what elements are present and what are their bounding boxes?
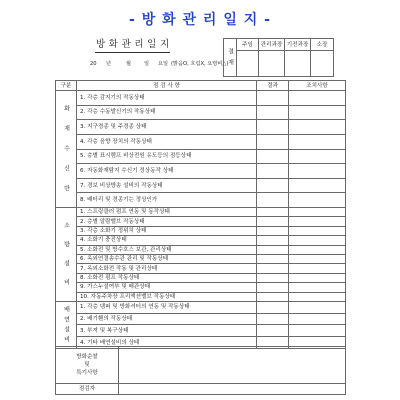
checklist-row bbox=[56, 208, 346, 217]
result-field[interactable] bbox=[257, 325, 289, 337]
check-item: 5. 소화전 및 방수호스 보관, 관리상태 bbox=[77, 245, 257, 254]
checklist-row bbox=[56, 254, 346, 263]
result-field[interactable] bbox=[257, 313, 289, 325]
result-field[interactable] bbox=[257, 193, 289, 208]
result-field[interactable] bbox=[257, 91, 289, 106]
check-item: 2. 배기휀의 작동상태 bbox=[77, 313, 257, 325]
category-cell bbox=[56, 91, 77, 208]
date-month-unit: 월 bbox=[126, 61, 132, 67]
approval-role-director: 소장 bbox=[311, 39, 334, 51]
check-item: 3. 지구경종 및 주경종 상태 bbox=[77, 120, 257, 135]
notes-label-line: 특기사항 bbox=[76, 370, 98, 376]
signature-box-admin-manager[interactable] bbox=[259, 51, 285, 77]
signature-box-supervisor[interactable] bbox=[237, 51, 259, 77]
result-field[interactable] bbox=[257, 245, 289, 254]
category-cell bbox=[56, 301, 77, 348]
checklist-row bbox=[56, 264, 346, 273]
action-field[interactable] bbox=[289, 236, 346, 245]
check-item: 6. 자동화재탐지 수신기 정상동작 상태 bbox=[77, 164, 257, 179]
result-field[interactable] bbox=[257, 226, 289, 235]
checklist-row bbox=[56, 325, 346, 337]
checklist-row bbox=[56, 292, 346, 301]
header-item: 점 검 사 항 bbox=[77, 81, 257, 91]
date-year-prefix: 20 bbox=[90, 61, 97, 67]
checklist-row bbox=[56, 273, 346, 282]
result-field[interactable] bbox=[257, 208, 289, 217]
check-item: 9. 가스누설여부 및 배관상태 bbox=[77, 283, 257, 292]
approval-header-row bbox=[224, 39, 334, 51]
result-field[interactable] bbox=[257, 292, 289, 301]
check-item: 4. 기타 배연설비의 상태 bbox=[77, 337, 257, 349]
checklist-row bbox=[56, 313, 346, 325]
weather-legend: (맑음O, 흐림X, 요령비△) bbox=[171, 61, 229, 67]
checklist-row bbox=[56, 134, 346, 149]
action-field[interactable] bbox=[289, 91, 346, 106]
checklist-row bbox=[56, 226, 346, 235]
check-item: 4. 소화기 충진상태 bbox=[77, 236, 257, 245]
check-item: 7. 옥외소화전 작동 및 관리상태 bbox=[77, 264, 257, 273]
action-field[interactable] bbox=[289, 164, 346, 179]
action-field[interactable] bbox=[289, 217, 346, 226]
checklist-row bbox=[56, 91, 346, 106]
approval-box bbox=[223, 38, 334, 77]
action-field[interactable] bbox=[289, 313, 346, 325]
action-field[interactable] bbox=[289, 292, 346, 301]
category-label: 화재수신반 bbox=[62, 105, 70, 205]
action-field[interactable] bbox=[289, 208, 346, 217]
header-category: 구분 bbox=[56, 81, 77, 91]
date-day-unit: 일 bbox=[144, 61, 150, 67]
check-item: 7. 경보 비상방송 설비의 작동상태 bbox=[77, 178, 257, 193]
notes-label-line: 방화순찰 bbox=[76, 354, 98, 360]
checklist-row bbox=[56, 245, 346, 254]
date-year-unit: 년 bbox=[106, 61, 112, 67]
action-field[interactable] bbox=[289, 283, 346, 292]
check-item: 2. 각층 수동발신기의 작동상태 bbox=[77, 105, 257, 120]
result-field[interactable] bbox=[257, 105, 289, 120]
result-field[interactable] bbox=[257, 301, 289, 313]
result-field[interactable] bbox=[257, 120, 289, 135]
action-field[interactable] bbox=[289, 273, 346, 282]
inspector-row bbox=[56, 384, 346, 395]
header-action: 조치사항 bbox=[289, 81, 346, 91]
action-field[interactable] bbox=[289, 226, 346, 235]
approval-role-facility-manager: 기전과장 bbox=[285, 39, 311, 51]
check-item: 1. 각층 감지기의 작동상태 bbox=[77, 91, 257, 106]
date-weekday-unit: 요일 bbox=[158, 61, 169, 67]
checklist-header-row bbox=[56, 81, 346, 91]
check-item: 5. 층별 표시램프 비상전원 유도등의 점등상태 bbox=[77, 149, 257, 164]
check-item: 1. 스프링클러 펌프 연동 및 동작상태 bbox=[77, 208, 257, 217]
checklist-row bbox=[56, 236, 346, 245]
approval-label-cell bbox=[224, 39, 237, 77]
notes-label-line: 및 bbox=[84, 362, 90, 368]
check-item: 10. 자동주차장 프리액션밸브 작동상태 bbox=[77, 292, 257, 301]
category-label: 소방설비 bbox=[62, 221, 70, 298]
action-field[interactable] bbox=[289, 325, 346, 337]
checklist-row bbox=[56, 301, 346, 313]
form-heading: 방 화 관 리 일 지 bbox=[95, 39, 170, 53]
action-field[interactable] bbox=[289, 178, 346, 193]
result-field[interactable] bbox=[257, 134, 289, 149]
result-field[interactable] bbox=[257, 217, 289, 226]
notes-label-cell bbox=[56, 347, 119, 384]
result-field[interactable] bbox=[257, 283, 289, 292]
notes-row bbox=[56, 347, 346, 384]
notes-field[interactable] bbox=[119, 347, 346, 384]
action-field[interactable] bbox=[289, 134, 346, 149]
check-item: 2. 층별 알람밸브 작동상태 bbox=[77, 217, 257, 226]
check-item: 8. 배터리 및 경종기는 정상인가 bbox=[77, 193, 257, 208]
result-field[interactable] bbox=[257, 149, 289, 164]
checklist-row bbox=[56, 283, 346, 292]
action-field[interactable] bbox=[289, 193, 346, 208]
action-field[interactable] bbox=[289, 301, 346, 313]
category-label: 배연설비 bbox=[62, 305, 70, 346]
checklist-row bbox=[56, 217, 346, 226]
result-field[interactable] bbox=[257, 254, 289, 263]
action-field[interactable] bbox=[289, 105, 346, 120]
check-item: 4. 각층 음향 장치의 작동상태 bbox=[77, 134, 257, 149]
action-field[interactable] bbox=[289, 264, 346, 273]
result-field[interactable] bbox=[257, 164, 289, 179]
result-field[interactable] bbox=[257, 178, 289, 193]
checklist-row bbox=[56, 164, 346, 179]
footer-table bbox=[55, 346, 346, 395]
checklist-body bbox=[56, 81, 346, 349]
check-item: 3. 각층 소화기 정위치 상태 bbox=[77, 226, 257, 235]
check-item: 3. 부져 및 복구상태 bbox=[77, 325, 257, 337]
checklist-row bbox=[56, 178, 346, 193]
approval-signature-row bbox=[224, 51, 334, 77]
action-field[interactable] bbox=[289, 120, 346, 135]
action-field[interactable] bbox=[289, 245, 346, 254]
action-field[interactable] bbox=[289, 254, 346, 263]
header-result: 결과 bbox=[257, 81, 289, 91]
result-field[interactable] bbox=[257, 236, 289, 245]
action-field[interactable] bbox=[289, 149, 346, 164]
approval-label: 결재 bbox=[226, 48, 234, 70]
result-field[interactable] bbox=[257, 273, 289, 282]
document-title: - 방 화 관 리 일 지 - bbox=[129, 12, 271, 28]
category-cell bbox=[56, 208, 77, 302]
signature-box-director[interactable] bbox=[311, 51, 334, 77]
approval-role-admin-manager: 관리과장 bbox=[259, 39, 285, 51]
checklist-row bbox=[56, 149, 346, 164]
inspector-field[interactable] bbox=[119, 384, 346, 395]
signature-box-facility-manager[interactable] bbox=[285, 51, 311, 77]
checklist-row bbox=[56, 105, 346, 120]
approval-role-supervisor: 주임 bbox=[237, 39, 259, 51]
check-item: 1. 각층 댐퍼 및 방화셔터의 연동 및 작동상태 bbox=[77, 301, 257, 313]
checklist-row bbox=[56, 120, 346, 135]
result-field[interactable] bbox=[257, 264, 289, 273]
check-item: 6. 옥외연결송수관 관리 및 작동상태 bbox=[77, 254, 257, 263]
checklist-table bbox=[55, 80, 346, 349]
inspector-label: 점검자 bbox=[56, 384, 119, 395]
checklist-row bbox=[56, 193, 346, 208]
check-item: 8. 소화전 펌프 작동상태 bbox=[77, 273, 257, 282]
